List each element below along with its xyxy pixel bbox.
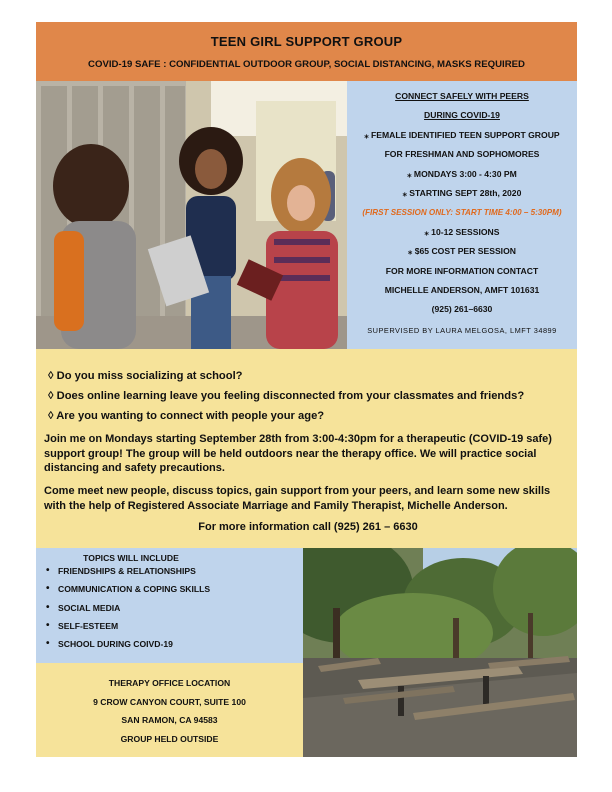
info-heading-2: DURING COVID-19 xyxy=(424,110,500,121)
skills-paragraph: Come meet new people, discuss topics, gain support from your peers, and learn some new skills with the help of Registered Associate Marriage and Family Therapist, Michelle Anderson. xyxy=(44,485,551,512)
list-item: • SOCIAL MEDIA xyxy=(58,599,210,617)
hallway-illustration xyxy=(36,81,347,349)
list-item: • SCHOOL DURING COIVD-19 xyxy=(58,635,210,653)
outdoor-picnic-area-photo xyxy=(303,548,577,757)
group-details-box xyxy=(347,81,577,349)
info-phone: (925) 261–6630 xyxy=(431,304,493,315)
students-hallway-photo xyxy=(36,81,347,349)
info-supervised: SUPERVISED BY LAURA MELGOSA, LMFT 34899 xyxy=(367,325,557,335)
info-sessions: ⁎ 10-12 SESSIONS xyxy=(424,226,500,237)
topics-list xyxy=(36,562,210,653)
location-address-line1: 9 CROW CANYON COURT, SUITE 100 xyxy=(93,696,246,707)
flyer-title: TEEN GIRL SUPPORT GROUP xyxy=(210,34,403,49)
info-cost: ⁎ $65 COST PER SESSION xyxy=(408,246,516,257)
description-section xyxy=(36,349,577,548)
flyer-subtitle: COVID-19 SAFE : CONFIDENTIAL OUTDOOR GROUP, SOCIAL DISTANCING, MASKS REQUIRED xyxy=(88,59,525,70)
info-contact-label: FOR MORE INFORMATION CONTACT xyxy=(385,265,539,276)
list-item: • COMMUNICATION & COPING SKILLS xyxy=(58,580,210,598)
info-start-date: ⁎ STARTING SEPT 28th, 2020 xyxy=(402,188,522,199)
list-item: • FRIENDSHIPS & RELATIONSHIPS xyxy=(58,562,210,580)
location-note: GROUP HELD OUTSIDE xyxy=(120,733,219,744)
info-first-session-note: (FIRST SESSION ONLY: START TIME 4:00 – 5:30PM) xyxy=(362,208,562,218)
location-heading: THERAPY OFFICE LOCATION xyxy=(108,678,231,688)
location-box xyxy=(36,663,303,757)
info-schedule: ⁎ MONDAYS 3:00 - 4:30 PM xyxy=(407,168,517,179)
list-item: • SELF-ESTEEM xyxy=(58,617,210,635)
info-audience: ⁎ FEMALE IDENTIFIED TEEN SUPPORT GROUP xyxy=(364,129,560,140)
question-item: ◊ Does online learning leave you feeling disconnected from your classmates and friends? xyxy=(48,390,525,402)
topics-heading: TOPICS WILL INCLUDE xyxy=(83,553,179,563)
info-grades: FOR FRESHMAN AND SOPHOMORES xyxy=(384,149,540,160)
intro-paragraph: Join me on Mondays starting September 28th from 3:00-4:30pm for a therapeutic (COVID-19 safe) support group! The group will be held outdoors near the therapy office. We will practice social distancing and safety precautions. xyxy=(44,433,552,475)
info-heading-1: CONNECT SAFELY WITH PEERS xyxy=(395,91,529,101)
location-address-line2: SAN RAMON, CA 94583 xyxy=(121,715,218,725)
question-item: ◊ Do you miss socializing at school? xyxy=(48,370,243,382)
call-info: For more information call (925) 261 – 6630 xyxy=(198,521,418,533)
question-item: ◊ Are you wanting to connect with people your age? xyxy=(48,410,325,422)
topics-box xyxy=(36,548,303,663)
park-illustration xyxy=(303,548,577,757)
header-banner xyxy=(36,22,577,81)
info-contact-name: MICHELLE ANDERSON, AMFT 101631 xyxy=(384,285,540,296)
